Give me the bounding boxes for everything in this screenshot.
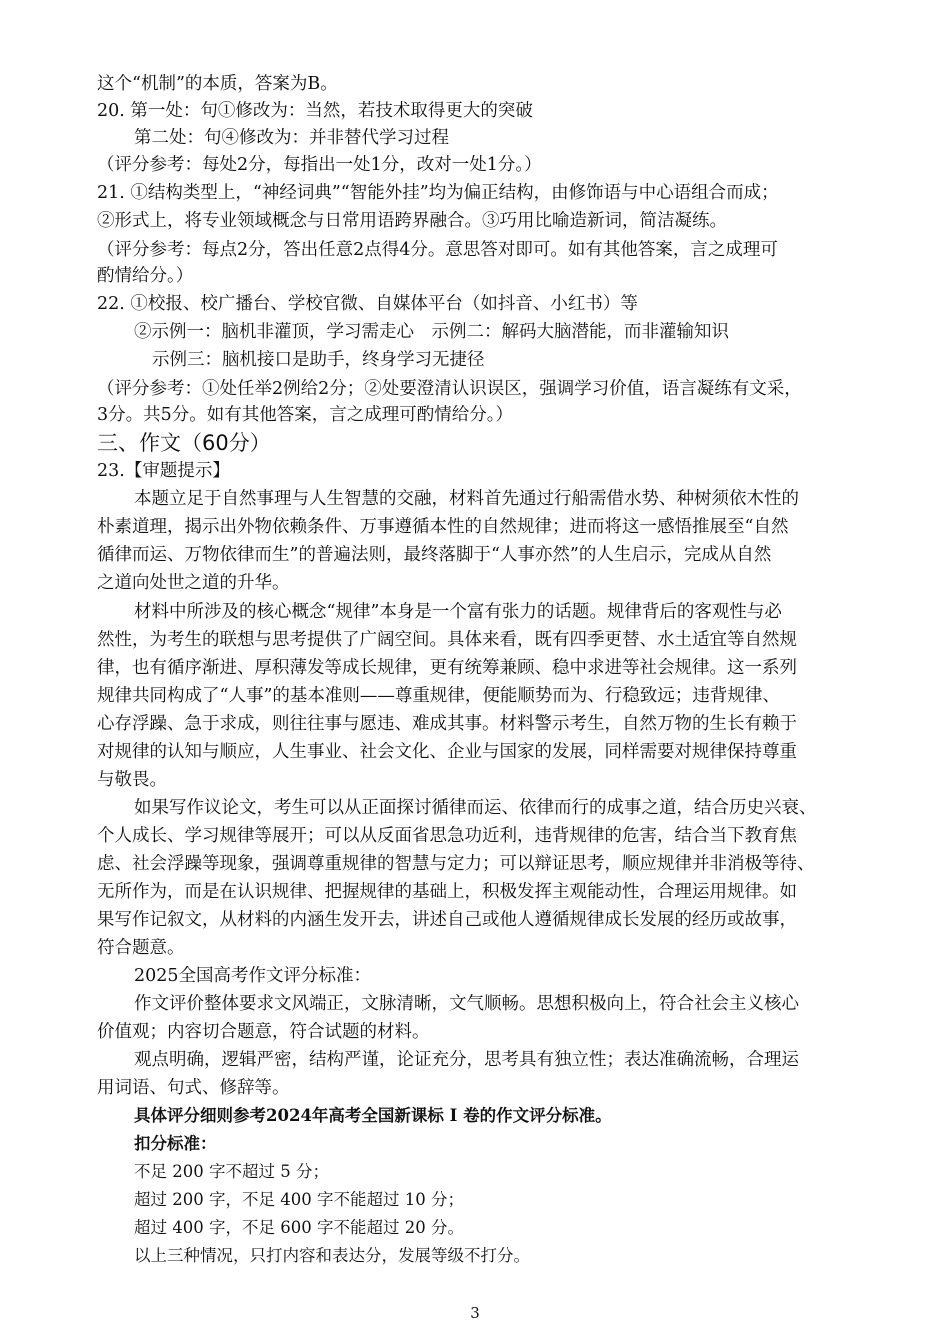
paragraph-line: 虑、社会浮躁等现象，强调尊重规律的智慧与定力；可以辩证思考，顺应规律并非消极等待、 xyxy=(97,854,815,874)
paragraph-line: 规律共同构成了“人事”的基本准则——尊重规律，便能顺势而为、行稳致远；违背规律、 xyxy=(97,686,780,706)
text-line: 第二处：句④修改为：并非替代学习过程 xyxy=(134,128,449,148)
paragraph-line: 循律而运、万物依律而生”的普遍法则，最终落脚于“人事亦然”的人生启示，完成从自然 xyxy=(97,545,772,565)
answer-20: 20. 第一处：句①修改为：当然，若技术取得更大的突破 xyxy=(97,101,533,121)
answer-23: 23.【审题提示】 xyxy=(97,461,230,481)
paragraph-line: 用词语、句式、修辞等。 xyxy=(97,1078,290,1098)
paragraph-line: 心存浮躁、急于求成，则往往事与愿违、难成其事。材料警示考生，自然万物的生长有赖于 xyxy=(97,714,797,734)
scoring-reference: 具体评分细则参考2024年高考全国新课标 I 卷的作文评分标准。 xyxy=(134,1106,612,1125)
paragraph-line: 与敬畏。 xyxy=(97,770,167,790)
scoring-note: （评分参考：每点2分，答出任意2点得4分。意思答对即可。如有其他答案，言之成理可 xyxy=(97,240,778,260)
answer-21: 21. ①结构类型上，“神经词典”“智能外挂”均为偏正结构，由修饰语与中心语组合而成； xyxy=(97,183,779,203)
deduction-title: 扣分标准： xyxy=(134,1134,217,1153)
answer-22: 22. ①校报、校广播台、学校官微、自媒体平台（如抖音、小红书）等 xyxy=(97,294,638,314)
scoring-note: （评分参考：每处2分，每指出一处1分，改对一处1分。） xyxy=(97,155,542,175)
subsection-title: 2025全国高考作文评分标准： xyxy=(134,966,372,986)
text-line: 这个“机制”的本质，答案为B。 xyxy=(97,74,338,94)
paragraph-line: 个人成长、学习规律等展开；可以从反面省思急功近利，违背规律的危害，结合当下教育焦 xyxy=(97,826,797,846)
paragraph-line: 无所作为，而是在认识规律、把握规律的基础上，积极发挥主观能动性，合理运用规律。如 xyxy=(97,882,797,902)
paragraph-line: 材料中所涉及的核心概念“规律”本身是一个富有张力的话题。规律背后的客观性与必 xyxy=(134,602,782,622)
paragraph-line: 观点明确，逻辑严密，结构严谨，论证充分，思考具有独立性；表达准确流畅，合理运 xyxy=(134,1050,799,1070)
deduction-rule: 超过 200 字，不足 400 字不能超过 10 分； xyxy=(134,1190,464,1209)
text-line: ②形式上，将专业领域概念与日常用语跨界融合。③巧用比喻造新词，简洁凝练。 xyxy=(97,211,727,231)
paragraph-line: 作文评价整体要求文风端正，文脉清晰，文气顺畅。思想积极向上，符合社会主义核心 xyxy=(134,994,799,1014)
text-line: 3分。共5分。如有其他答案，言之成理可酌情给分。） xyxy=(97,405,514,425)
text-line: ②示例一：脑机非灌顶，学习需走心 示例二：解码大脑潜能，而非灌输知识 xyxy=(134,322,729,342)
page-number: 3 xyxy=(470,1304,480,1322)
paragraph-line: 果写作记叙文，从材料的内涵生发开去，讲述自己或他人遵循规律成长发展的经历或故事， xyxy=(97,910,797,930)
paragraph-line: 价值观；内容切合题意，符合试题的材料。 xyxy=(97,1022,430,1042)
deduction-rule: 超过 400 字，不足 600 字不能超过 20 分。 xyxy=(134,1218,464,1237)
deduction-rule: 以上三种情况，只打内容和表达分，发展等级不打分。 xyxy=(134,1246,530,1265)
text-line: 示例三：脑机接口是助手，终身学习无捷径 xyxy=(152,350,485,370)
paragraph-line: 如果写作议论文，考生可以从正面探讨循律而运、依律而行的成事之道，结合历史兴衰、 xyxy=(134,798,817,818)
paragraph-line: 律，也有循序渐进、厚积薄发等成长规律，更有统筹兼顾、稳中求进等社会规律。这一系列 xyxy=(97,658,797,678)
section-heading: 三、作文（60分） xyxy=(97,431,271,455)
paragraph-line: 本题立足于自然事理与人生智慧的交融，材料首先通过行船需借水势、种树须依木性的 xyxy=(134,489,799,509)
scoring-note: （评分参考：①处任举2例给2分；②处要澄清认识误区，强调学习价值，语言凝练有文采， xyxy=(97,379,802,399)
paragraph-line: 对规律的认知与顺应，人生事业、社会文化、企业与国家的发展，同样需要对规律保持尊重 xyxy=(97,742,797,762)
paragraph-line: 朴素道理，揭示出外物依赖条件、万事遵循本性的自然规律；进而将这一感悟推展至“自然 xyxy=(97,517,789,537)
deduction-rule: 不足 200 字不超过 5 分； xyxy=(134,1162,329,1181)
text-line: 酌情给分。） xyxy=(97,266,194,286)
paragraph-line: 符合题意。 xyxy=(97,938,185,958)
paragraph-line: 之道向处世之道的升华。 xyxy=(97,573,290,593)
paragraph-line: 然性，为考生的联想与思考提供了广阔空间。具体来看，既有四季更替、水土适宜等自然规 xyxy=(97,630,797,650)
